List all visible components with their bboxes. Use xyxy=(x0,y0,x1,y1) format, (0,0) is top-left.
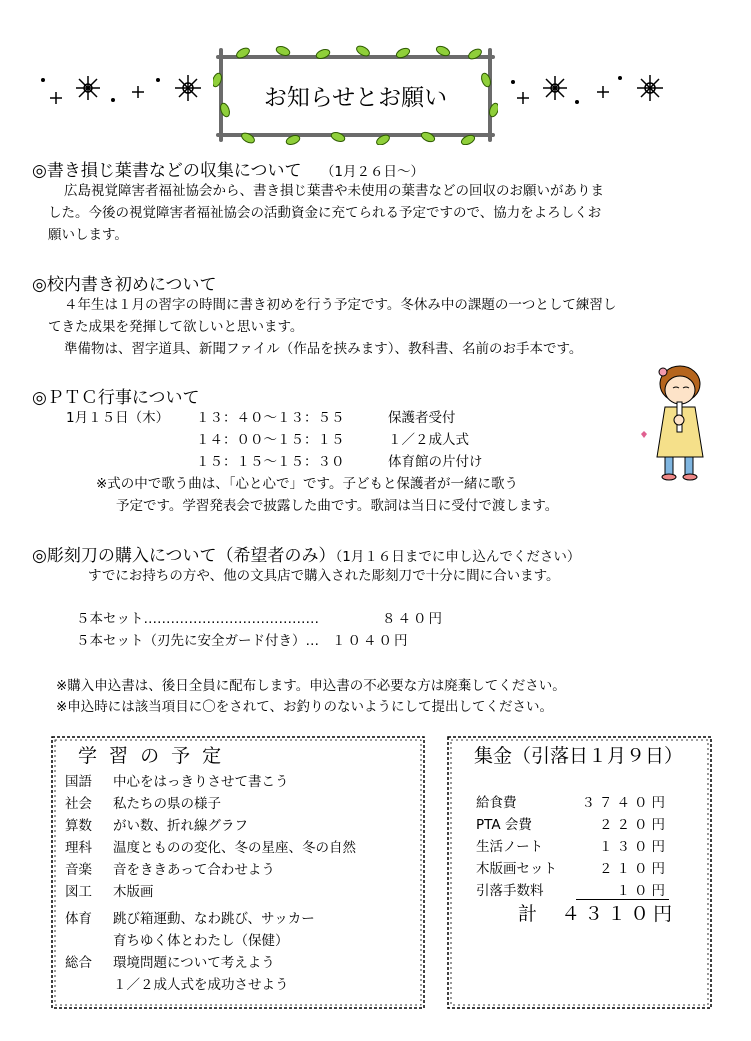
ptc-schedule-date: 1月１５日（木） xyxy=(66,410,170,426)
study-row: 図工 木版画 xyxy=(65,884,154,900)
knife-section-title xyxy=(32,541,580,566)
payment-total-amount: ４３１０円 xyxy=(561,903,677,925)
study-row: 社会 私たちの県の様子 xyxy=(65,796,221,812)
postcards-section-title xyxy=(32,156,424,181)
knife-item-2-price: １０４０円 xyxy=(332,633,410,649)
calligraphy-line-3: 準備物は、習字道具、新聞ファイル（作品を挟みます）、教科書、名前のお手本です。 xyxy=(64,341,583,357)
payment-total-label: 計 xyxy=(518,903,538,925)
payment-total xyxy=(518,899,676,926)
postcards-date: （1月２６日～） xyxy=(320,164,424,180)
study-row: 総合 環境問題について考えよう xyxy=(65,955,275,971)
ptc-schedule-event-1: 保護者受付 xyxy=(388,410,456,426)
knife-deadline: （1月１６日までに申し込んでください） xyxy=(335,549,581,565)
payment-row: 生活ノート １３０円 xyxy=(476,839,669,855)
ptc-note-1: ※式の中で歌う曲は、「心と心で」です。子どもと保護者が一緒に歌う xyxy=(96,476,518,492)
payment-row: PTA 会費 ２２０円 xyxy=(476,817,669,833)
ptc-schedule-time-1: １３：４０～１３：５５ xyxy=(196,410,345,426)
page-title: お知らせとお願い xyxy=(263,84,448,111)
payment-row: 木版画セット ２１０円 xyxy=(476,861,669,877)
knife-item-1-price: ８４０円 xyxy=(382,611,444,627)
ptc-schedule-event-2: １／２成人式 xyxy=(388,432,469,448)
knife-line: すでにお持ちの方や、他の文具店で購入された彫刻刀で十分に間に合います。 xyxy=(88,568,560,584)
study-row: １／２成人式を成功させよう xyxy=(113,977,289,993)
payment-box xyxy=(446,735,713,1010)
study-row: 音楽 音をききあって合わせよう xyxy=(65,862,275,878)
payment-row: 引落手数料 １０円 xyxy=(476,879,669,900)
knife-item-1-label: ５本セット………………………………… xyxy=(76,611,319,627)
ptc-schedule-event-3: 体育館の片付け xyxy=(388,454,483,470)
calligraphy-line-1: ４年生は１月の習字の時間に書き初めを行う予定です。冬休み中の課題の一つとして練習し xyxy=(64,297,617,313)
postcards-line-3: 願いします。 xyxy=(48,227,128,243)
study-schedule-box xyxy=(50,735,426,1010)
study-row: 育ちゆく体とわたし（保健） xyxy=(113,933,289,949)
payment-row: 給食費 ３７４０円 xyxy=(476,795,669,811)
knife-title: ◎彫刻刀の購入について（希望者のみ） xyxy=(32,546,336,566)
calligraphy-line-2: てきた成果を発揮して欲しいと思います。 xyxy=(48,319,304,335)
snowflake-decoration-left xyxy=(38,70,208,110)
header-frame xyxy=(213,45,498,145)
calligraphy-section-title: ◎校内書き初めについて xyxy=(32,275,217,295)
payment-title: 集金（引落日１月９日） xyxy=(474,745,684,767)
study-row: 理科 温度とものの変化、冬の星座、冬の自然 xyxy=(65,840,356,856)
ptc-schedule-time-2: １４：００～１５：１５ xyxy=(196,432,345,448)
postcards-line-1: 広島視覚障害者福祉協会から、書き損じ葉書や未使用の葉書などの回収のお願いがありま xyxy=(64,183,604,199)
ptc-schedule-time-3: １５：１５～１５：３０ xyxy=(196,454,345,470)
postcards-line-2: した。今後の視覚障害者福祉協会の活動資金に充てられる予定ですので、協力をよろしくお xyxy=(48,205,602,221)
girl-playing-recorder-icon xyxy=(635,362,715,482)
postcards-title: ◎書き損じ葉書などの収集について xyxy=(32,161,302,181)
snowflake-decoration-right xyxy=(505,70,675,110)
study-row: 国語 中心をはっきりさせて書こう xyxy=(65,774,289,790)
study-row: 体育 跳び箱運動、なわ跳び、サッカー xyxy=(65,911,315,927)
study-title: 学 習 の 予 定 xyxy=(78,745,225,767)
knife-note-2: ※申込時には該当項目に〇をされて、お釣りのないようにして提出してください。 xyxy=(56,699,554,715)
ptc-section-title: ◎ＰＴＣ行事について xyxy=(32,388,200,408)
knife-note-1: ※購入申込書は、後日全員に配布します。申込書の不必要な方は廃棄してください。 xyxy=(56,678,566,694)
knife-item-2-label: ５本セット（刃先に安全ガード付き）… xyxy=(76,633,319,649)
study-row: 算数 がい数、折れ線グラフ xyxy=(65,818,248,834)
ptc-note-2: 予定です。学習発表会で披露した曲です。歌詞は当日に受付で渡します。 xyxy=(116,498,559,514)
